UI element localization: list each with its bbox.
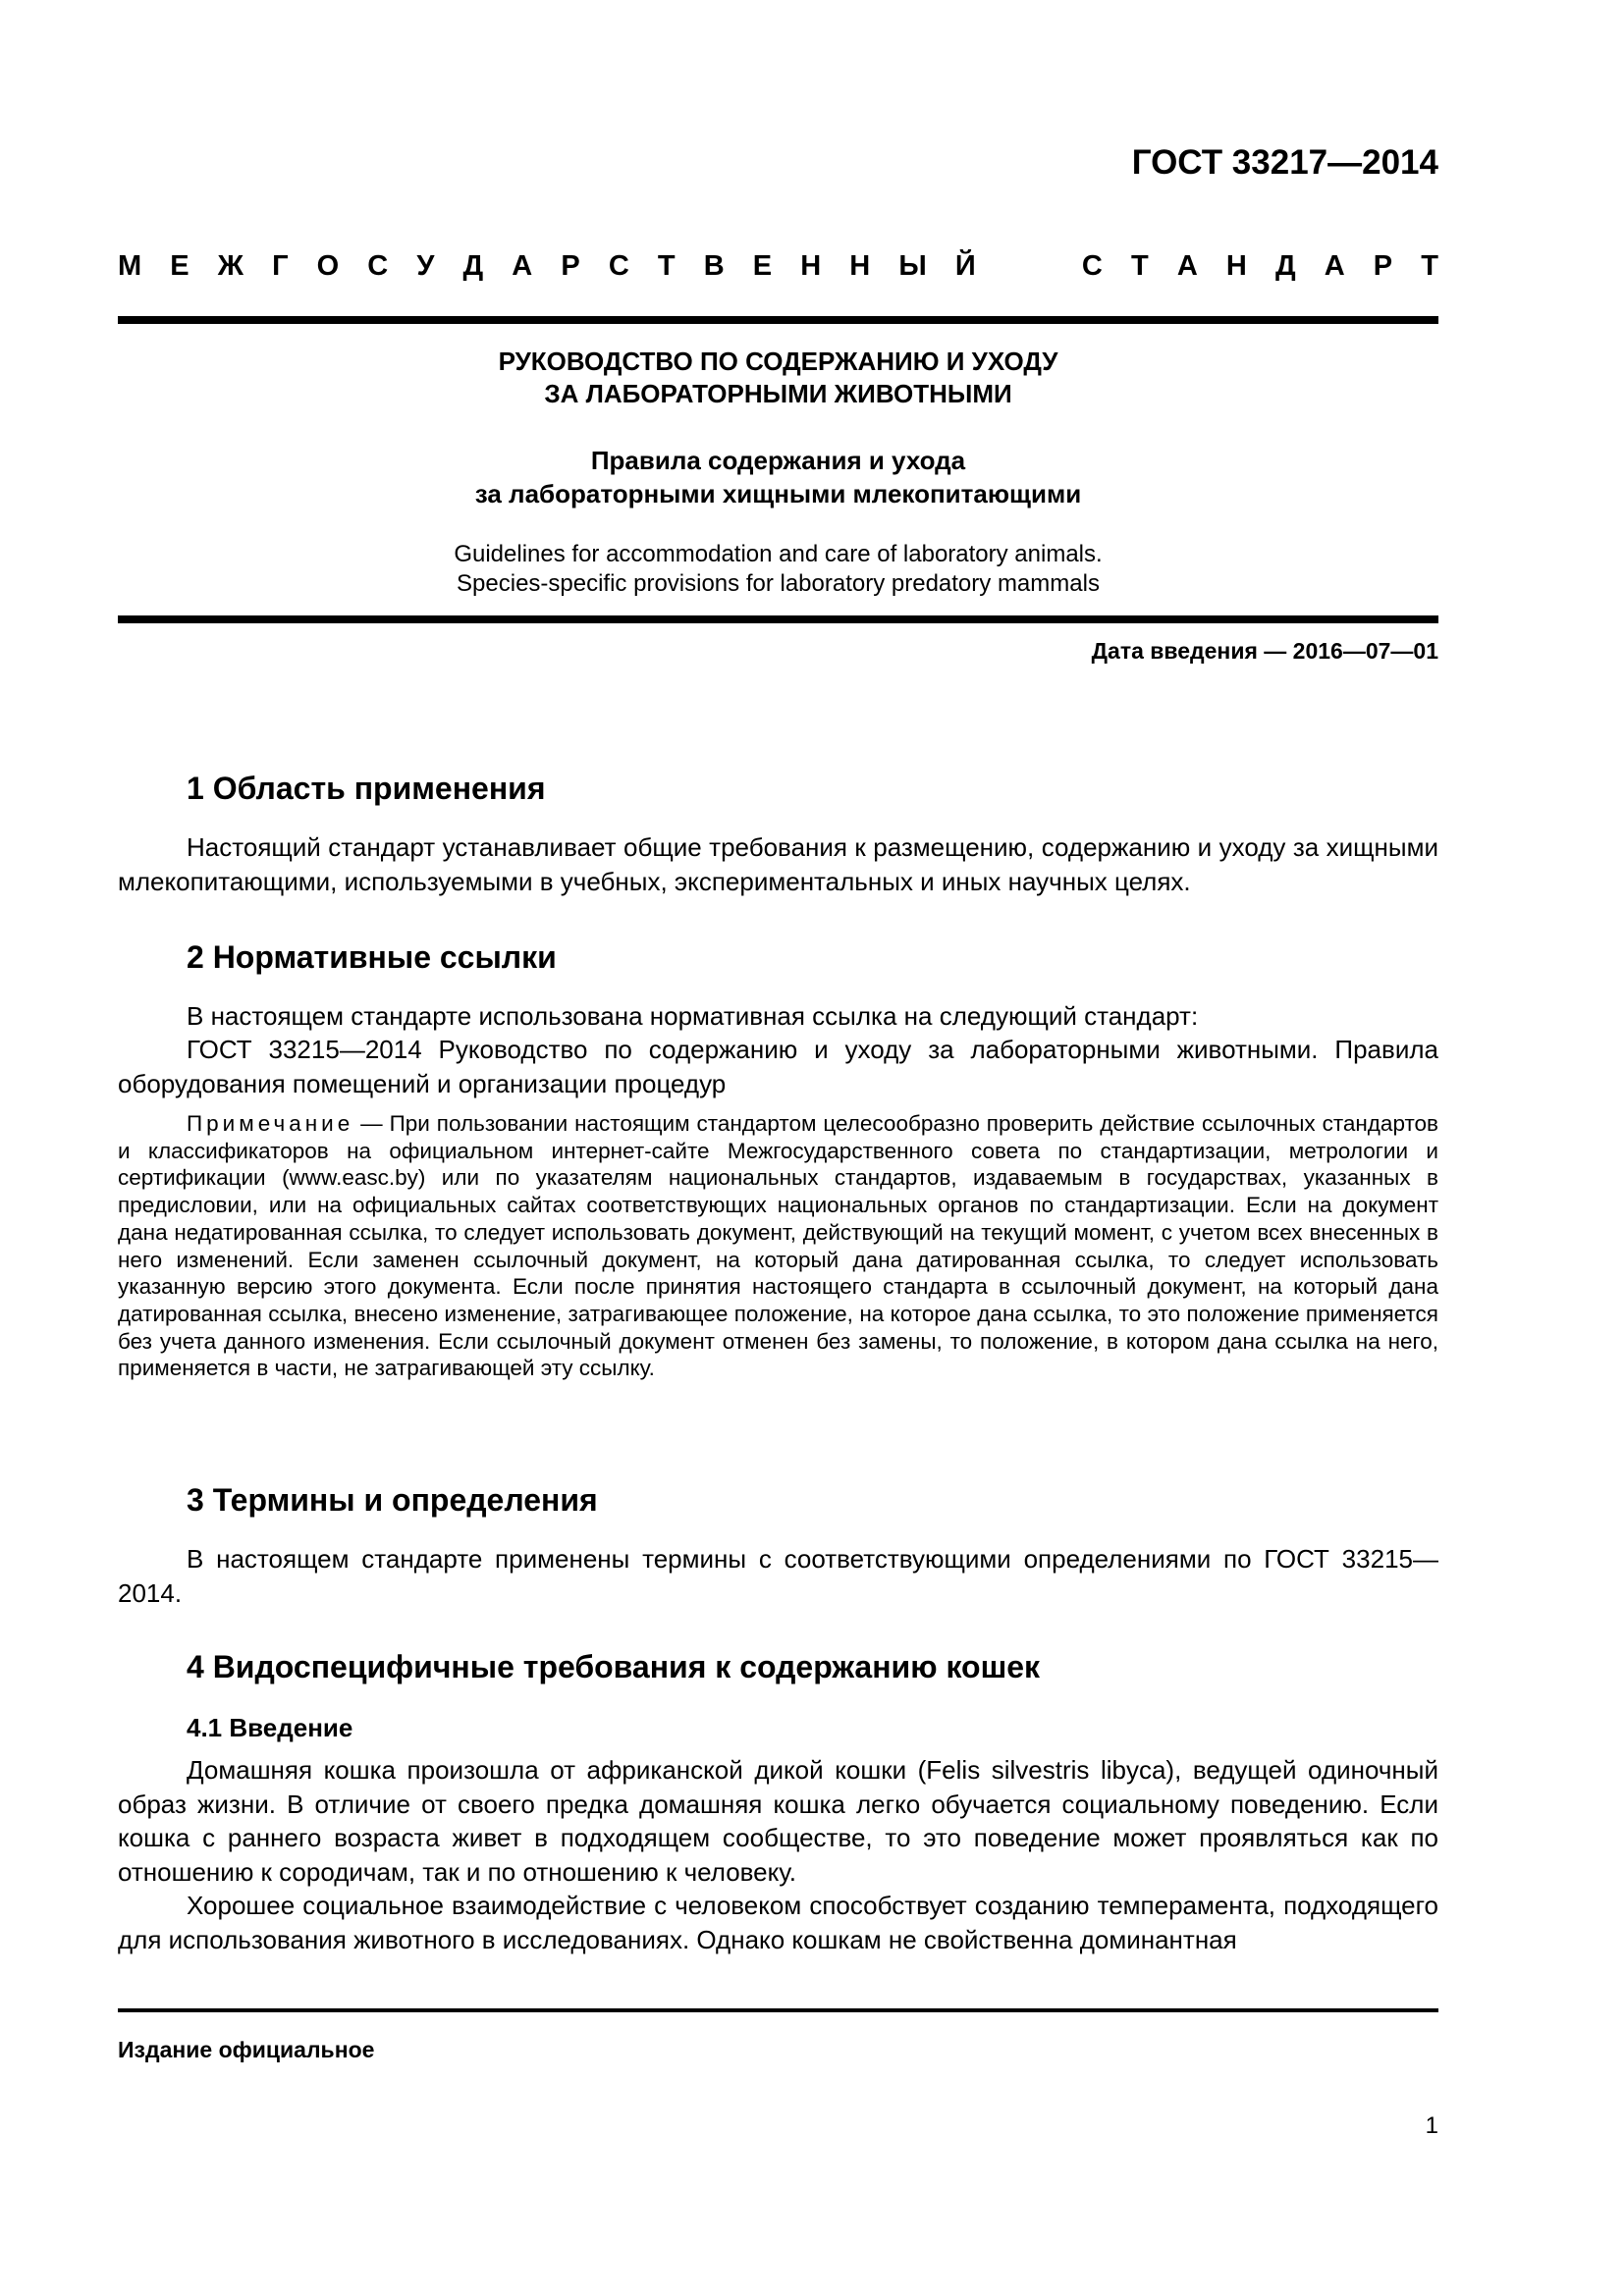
section-4-1-heading: 4.1 Введение: [187, 1713, 353, 1742]
note-label: Примечание: [187, 1111, 354, 1136]
interstate-letter: Р: [1373, 250, 1393, 282]
interstate-letter: С: [367, 250, 389, 282]
interstate-letter: Д: [1274, 250, 1296, 282]
interstate-word-gap: [1004, 250, 1054, 283]
interstate-letter: Ж: [217, 250, 244, 282]
introduction-date: Дата введения — 2016—07—01: [1091, 638, 1438, 664]
interstate-letter: Р: [561, 250, 580, 282]
english-title-line-1: Guidelines for accommodation and care of laboratory animals.: [454, 541, 1103, 567]
english-title-line-2: Species-specific provisions for laboratory predatory mammals: [457, 570, 1100, 597]
sub-title-line-1: Правила содержания и ухода: [590, 446, 966, 475]
interstate-letter: Т: [1130, 250, 1149, 282]
main-title-line-2: ЗА ЛАБОРАТОРНЫМИ ЖИВОТНЫМИ: [544, 379, 1012, 408]
interstate-letter: Д: [462, 250, 484, 282]
interstate-letter: А: [1324, 250, 1345, 282]
interstate-letter: Й: [954, 250, 976, 282]
interstate-standard-label: [118, 250, 1438, 283]
top-rule: [118, 316, 1438, 324]
section-3-text: В настоящем стандарте применены термины с соответствующими определениями по ГОСТ 33215—2014.: [118, 1544, 1438, 1608]
section-4-heading: 4 Видоспецифичные требования к содержанию кошек: [187, 1649, 1041, 1684]
section-1-text: Настоящий стандарт устанавливает общие требования к размещению, содержанию и уходу за хищными млекопитающими, используемыми в учебных, экспериментальных и иных научных целях.: [118, 832, 1438, 896]
interstate-letter: Н: [1225, 250, 1247, 282]
sub-title: [118, 444, 1438, 510]
bottom-rule: [118, 2008, 1438, 2012]
interstate-letter: О: [316, 250, 340, 282]
note-text: — При пользовании настоящим стандартом целесообразно проверить действие ссылочных стандартов и классификаторов на официальном интернет-сайте Межгосударственного совета по стандартизации, метрологии и сертификации (www.easc.by) или по указателям национальных стандартов, издаваемым в государствах, указанных в предисловии, или на официальных сайтах соответствующих национальных органов по стандартизации. Если на документ дана недатированная ссылка, то следует использовать документ, действующий на текущий момент, с учетом всех внесенных в него изменений. Если заменен ссылочный документ, на который дана датированная ссылка, то следует использовать указанную версию этого документа. Если после принятия настоящего стандарта в ссылочный документ, на который дана датированная ссылка, внесено изменение, затрагивающее положение, на которое дана ссылка, то это положение применяется без учета данного изменения. Если ссылочный документ отменен без замены, то положение, в котором дана ссылка на него, применяется в части, не затрагивающей эту ссылку.: [118, 1111, 1438, 1381]
standard-number: ГОСТ 33217—2014: [1131, 143, 1438, 182]
english-title: [118, 540, 1438, 599]
section-4-1-text-1: Домашняя кошка произошла от африканской дикой кошки (Felis silvestris libyca), ведущей одиночный образ жизни. В отличие от своего предка домашняя кошка легко обучается социальному поведению. Если кошка с раннего возраста живет в подходящем сообществе, то это поведение может проявляться как по отношению к сородичам, так и по отношению к человеку.: [118, 1755, 1438, 1887]
interstate-letter: Н: [849, 250, 871, 282]
section-1-heading: 1 Область применения: [187, 771, 546, 806]
section-4-1-text-2: Хорошее социальное взаимодействие с человеком способствует созданию темперамента, подходящего для использования животного в исследованиях. Однако кошкам не свойственна доминантная: [118, 1891, 1438, 1954]
main-title: [118, 346, 1438, 410]
interstate-letter: Т: [1421, 250, 1438, 282]
interstate-letter: Ы: [898, 250, 927, 282]
interstate-letter: У: [416, 250, 435, 282]
interstate-letter: Н: [800, 250, 822, 282]
main-title-line-1: РУКОВОДСТВО ПО СОДЕРЖАНИЮ И УХОДУ: [498, 347, 1058, 376]
note-paragraph: [118, 1110, 1438, 1382]
interstate-letter: Г: [272, 250, 289, 282]
page-number: 1: [1425, 2112, 1438, 2139]
interstate-letter: Т: [657, 250, 676, 282]
section-3-heading: 3 Термины и определения: [187, 1482, 598, 1518]
section-2-text-1: В настоящем стандарте использована нормативная ссылка на следующий стандарт:: [187, 1001, 1199, 1031]
interstate-letter: А: [1176, 250, 1198, 282]
middle-rule: [118, 615, 1438, 623]
interstate-letter: Е: [170, 250, 189, 282]
interstate-letter: Е: [752, 250, 773, 282]
section-2-heading: 2 Нормативные ссылки: [187, 939, 557, 975]
interstate-letter: В: [703, 250, 725, 282]
interstate-letter: М: [118, 250, 142, 282]
sub-title-line-2: за лабораторными хищными млекопитающими: [474, 479, 1082, 508]
document-page: [118, 0, 1438, 2296]
official-edition-label: Издание официальное: [118, 2037, 375, 2062]
interstate-letter: А: [512, 250, 533, 282]
interstate-letter: С: [608, 250, 629, 282]
interstate-letter: С: [1081, 250, 1103, 282]
section-2-text-2: ГОСТ 33215—2014 Руководство по содержанию и уходу за лабораторными животными. Правила оборудования помещений и организации процедур: [118, 1035, 1438, 1098]
